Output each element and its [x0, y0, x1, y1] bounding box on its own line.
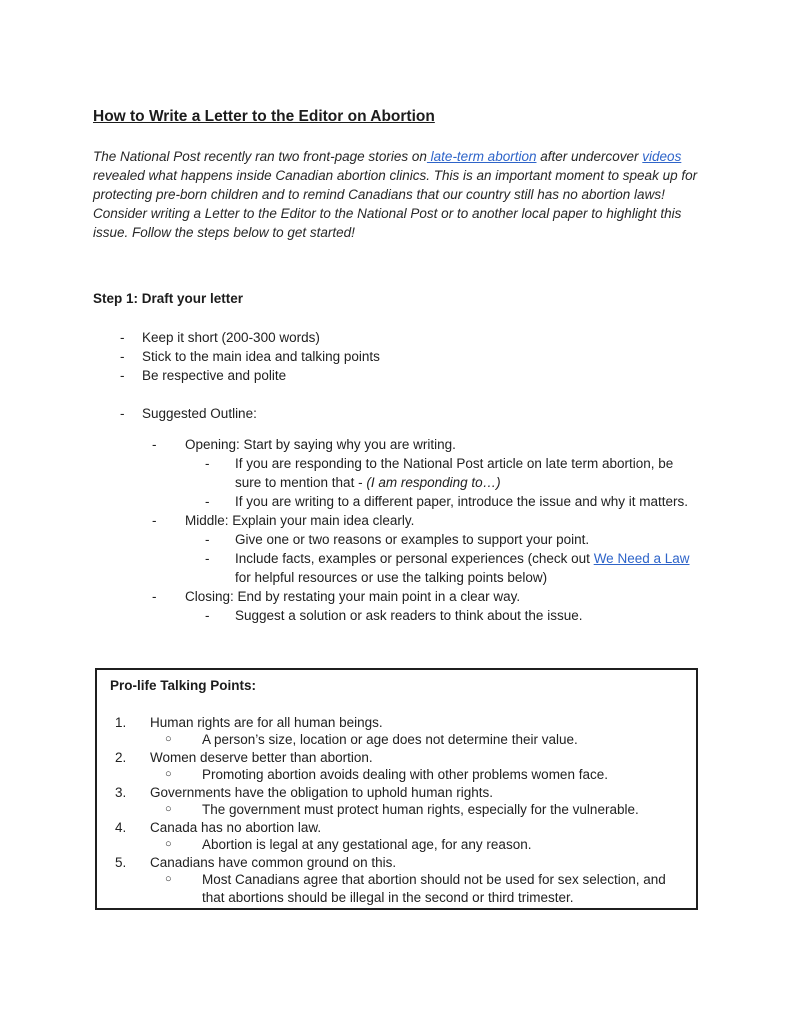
dash-bullet-icon: -	[205, 456, 210, 471]
talking-point-text: Human rights are for all human beings.	[150, 714, 383, 730]
sub-text: Include facts, examples or personal experiences (check out	[235, 551, 594, 566]
responding-to-italic: (I am responding to…)	[366, 475, 501, 490]
outline-opening-label: Opening: Start by saying why you are writing.	[185, 437, 456, 452]
outline-closing-sub-1-text: Suggest a solution or ask readers to think about the issue.	[235, 608, 583, 623]
dash-bullet-icon: -	[152, 589, 157, 604]
intro-text-3: revealed what happens inside Canadian abortion clinics. This is an important moment to speak up for protecting pre-born children and to remind Canadians that our country still has no abortion laws! Consider writing a Letter to the Editor to the National Post or to another local paper to highlight this issue. Follow the steps below to get started!	[93, 168, 698, 240]
talking-point-1	[97, 714, 696, 732]
document-title: How to Write a Letter to the Editor on Abortion	[93, 108, 435, 125]
list-item	[93, 328, 700, 347]
outline-opening-sub-1-text	[235, 454, 700, 492]
talking-point-sub-text: Most Canadians agree that abortion should not be used for sex selection, and that abortions should be illegal in the second or third trimester.	[202, 872, 666, 905]
bullet-text: Stick to the main idea and talking points	[142, 349, 380, 364]
talking-point-sub-text: The government must protect human rights, especially for the vulnerable.	[202, 802, 639, 817]
outline-middle-sub-2	[93, 549, 700, 587]
circle-bullet-icon: ○	[165, 733, 172, 745]
list-number: 1.	[115, 714, 127, 730]
step-1-heading: Step 1: Draft your letter	[93, 291, 244, 306]
intro-text-1: The National Post recently ran two front-page stories on	[93, 149, 427, 164]
list-number: 3.	[115, 784, 127, 800]
talking-point-text: Governments have the obligation to uphold human rights.	[150, 784, 493, 800]
list-item	[93, 366, 700, 385]
sub-text: for helpful resources or use the talking points below)	[235, 570, 548, 585]
list-item	[93, 347, 700, 366]
outline-closing-sub-1	[93, 606, 700, 625]
outline-opening-sub-2-text: If you are writing to a different paper, introduce the issue and why it matters.	[235, 494, 688, 509]
talking-point-text: Canada has no abortion law.	[150, 819, 322, 835]
step-1-bullet-list	[93, 328, 700, 385]
dash-bullet-icon: -	[120, 330, 125, 345]
outline-middle-label: Middle: Explain your main idea clearly.	[185, 513, 415, 528]
intro-paragraph	[93, 147, 700, 242]
talking-point-sub-text: Abortion is legal at any gestational age, for any reason.	[202, 837, 532, 852]
talking-points-box	[95, 668, 698, 910]
outline-opening-sub-1	[93, 454, 700, 492]
bullet-text: Be respective and polite	[142, 368, 287, 383]
outline-opening-item	[93, 435, 700, 454]
outline-middle-item	[93, 511, 700, 530]
outline-middle-sub-1-text: Give one or two reasons or examples to support your point.	[235, 532, 590, 547]
circle-bullet-icon: ○	[165, 873, 172, 885]
talking-point-4-sub	[97, 836, 696, 854]
list-number: 5.	[115, 854, 127, 870]
talking-point-4	[97, 819, 696, 837]
videos-link[interactable]: videos	[642, 149, 682, 164]
talking-point-3-sub	[97, 801, 696, 819]
outline-list	[93, 435, 700, 625]
circle-bullet-icon: ○	[165, 768, 172, 780]
dash-bullet-icon: -	[205, 551, 210, 566]
suggested-outline-item	[93, 404, 700, 423]
bullet-text: Keep it short (200-300 words)	[142, 330, 320, 345]
list-number: 2.	[115, 749, 127, 765]
dash-bullet-icon: -	[205, 494, 210, 509]
talking-point-2-sub	[97, 766, 696, 784]
intro-text-2: after undercover	[536, 149, 643, 164]
talking-point-text: Women deserve better than abortion.	[150, 749, 373, 765]
dash-bullet-icon: -	[205, 608, 210, 623]
talking-point-sub-text: Promoting abortion avoids dealing with other problems women face.	[202, 767, 608, 782]
outline-middle-sub-1	[93, 530, 700, 549]
dash-bullet-icon: -	[120, 349, 125, 364]
dash-bullet-icon: -	[120, 406, 125, 421]
talking-point-1-sub	[97, 731, 696, 749]
dash-bullet-icon: -	[120, 368, 125, 383]
talking-point-5-sub	[97, 871, 696, 906]
talking-point-2	[97, 749, 696, 767]
circle-bullet-icon: ○	[165, 803, 172, 815]
outline-closing-label: Closing: End by restating your main point in a clear way.	[185, 589, 521, 604]
late-term-abortion-link[interactable]: late-term abortion	[426, 149, 537, 164]
outline-middle-sub-2-text	[235, 549, 700, 587]
talking-point-sub-text: A person’s size, location or age does not determine their value.	[202, 732, 578, 747]
dash-bullet-icon: -	[205, 532, 210, 547]
list-number: 4.	[115, 819, 127, 835]
dash-bullet-icon: -	[152, 437, 157, 452]
talking-points-list	[97, 714, 696, 907]
outline-opening-sub-2	[93, 492, 700, 511]
talking-points-title: Pro-life Talking Points:	[110, 678, 257, 693]
outline-closing-item	[93, 587, 700, 606]
talking-point-3	[97, 784, 696, 802]
suggested-outline-label: Suggested Outline:	[142, 406, 257, 421]
circle-bullet-icon: ○	[165, 838, 172, 850]
we-need-a-law-link[interactable]: We Need a Law	[593, 551, 690, 566]
talking-point-5	[97, 854, 696, 872]
talking-point-text: Canadians have common ground on this.	[150, 854, 397, 870]
document-body	[93, 108, 700, 625]
dash-bullet-icon: -	[152, 513, 157, 528]
sub-text: If you are responding to the National Post article on late term abortion, be sure to mention that -	[235, 456, 674, 490]
